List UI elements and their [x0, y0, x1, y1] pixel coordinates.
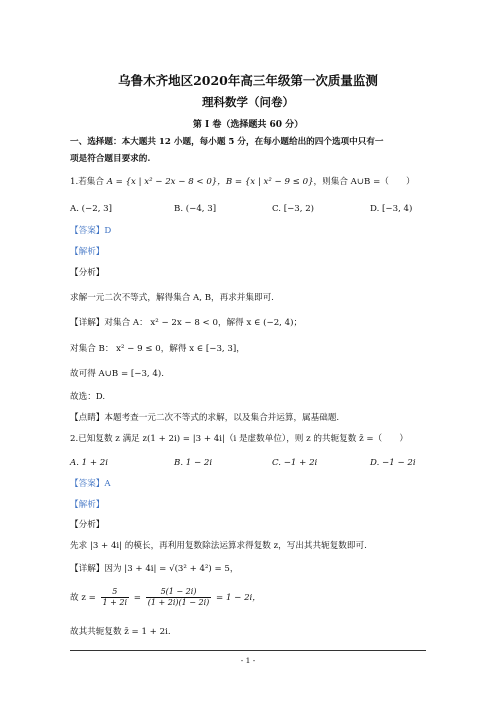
footer-divider	[70, 650, 426, 651]
q2-fraction-2-numerator: 5(1 − 2i)	[146, 587, 212, 598]
q1-detail-1: 【详解】对集合 A： x² − 2x − 8 < 0，解得 x ∈ (−2, 4)；	[70, 318, 303, 328]
q2-fraction-2	[146, 587, 212, 608]
exam-subtitle: 理科数学（问卷）	[202, 95, 294, 109]
q1-fenxi-text: 求解一元二次不等式，解得集合 A, B，再求并集即可.	[70, 293, 274, 303]
q2-analysis-tag: 【解析】	[70, 500, 105, 510]
q2-fraction-2-denominator: (1 + 2i)(1 − 2i)	[147, 598, 210, 607]
q2-fraction-1-denominator: 1 + 2i	[102, 598, 128, 607]
q1-option-b: B. (−4, 3]	[174, 204, 217, 214]
q1-comment: 【点睛】本题考查一元二次不等式的求解，以及集合并运算，属基础题.	[70, 413, 340, 423]
question-2-stem: 2.已知复数 z 满足 z(1 + 2i) = |3 + 4i|（i 是虚数单位），则 z 的共轭复数 z̄ =（ ）	[70, 434, 408, 444]
q1-detail-3: 故可得 A∪B = [−3, 4).	[70, 369, 164, 379]
q2-fenxi-text: 先求 |3 + 4i| 的模长，再利用复数除法运算求得复数 z，写出其共轭复数即可.	[70, 541, 367, 551]
q1-set-a: A = {x | x² − 2x − 8 < 0}	[106, 177, 218, 187]
q2-option-d: D. −1 − 2i	[370, 458, 416, 468]
q1-stem-prefix: 1.若集合	[70, 177, 104, 187]
q1-fenxi-tag: 【分析】	[70, 268, 105, 278]
q1-stem-suffix: ，则集合 A∪B =（ ）	[313, 177, 415, 187]
q1-option-c: C. [−3, 2)	[272, 204, 315, 214]
q2-detail-2	[70, 587, 261, 609]
q1-answer: 【答案】D	[70, 226, 112, 236]
q1-option-d: D. [−3, 4)	[370, 204, 413, 214]
q2-option-b: B. 1 − 2i	[174, 458, 213, 468]
q1-detail-2: 对集合 B： x² − 9 ≤ 0，解得 x ∈ [−3, 3]，	[70, 344, 245, 354]
q2-detail-2-suffix: = 1 − 2i，	[216, 593, 261, 603]
q1-conclusion: 故选：D.	[70, 392, 106, 402]
q2-fenxi-tag: 【分析】	[70, 520, 105, 530]
q2-option-c: C. −1 + 2i	[272, 458, 318, 468]
section-heading: 第 I 卷（选择题共 60 分）	[192, 120, 304, 130]
q2-fraction-1	[101, 587, 130, 608]
instructions-line-1: 一、选择题：本大题共 12 小题，每小题 5 分，在每小题给出的四个选项中只有一	[70, 137, 384, 147]
instructions-line-2: 项是符合题目要求的.	[70, 154, 151, 164]
q1-analysis-tag: 【解析】	[70, 247, 105, 257]
q2-detail-1: 【详解】因为 |3 + 4i| = √(3² + 4²) = 5，	[70, 564, 239, 574]
q2-option-a: A. 1 + 2i	[70, 458, 109, 468]
question-1-stem	[70, 176, 415, 188]
q2-detail-3: 故其共轭复数 z̄ = 1 + 2i.	[70, 627, 171, 637]
page-number: - 1 -	[240, 656, 256, 665]
exam-title: 乌鲁木齐地区2020年高三年级第一次质量监测	[118, 73, 378, 88]
q2-detail-2-equals: =	[133, 593, 141, 603]
q2-fraction-1-numerator: 5	[101, 587, 130, 598]
q1-set-b: ，B = {x | x² − 9 ≤ 0}	[217, 177, 314, 187]
q1-option-a: A. (−2, 3]	[70, 204, 112, 214]
q2-answer: 【答案】A	[70, 479, 111, 489]
q2-detail-2-prefix: 故 z =	[70, 593, 96, 603]
